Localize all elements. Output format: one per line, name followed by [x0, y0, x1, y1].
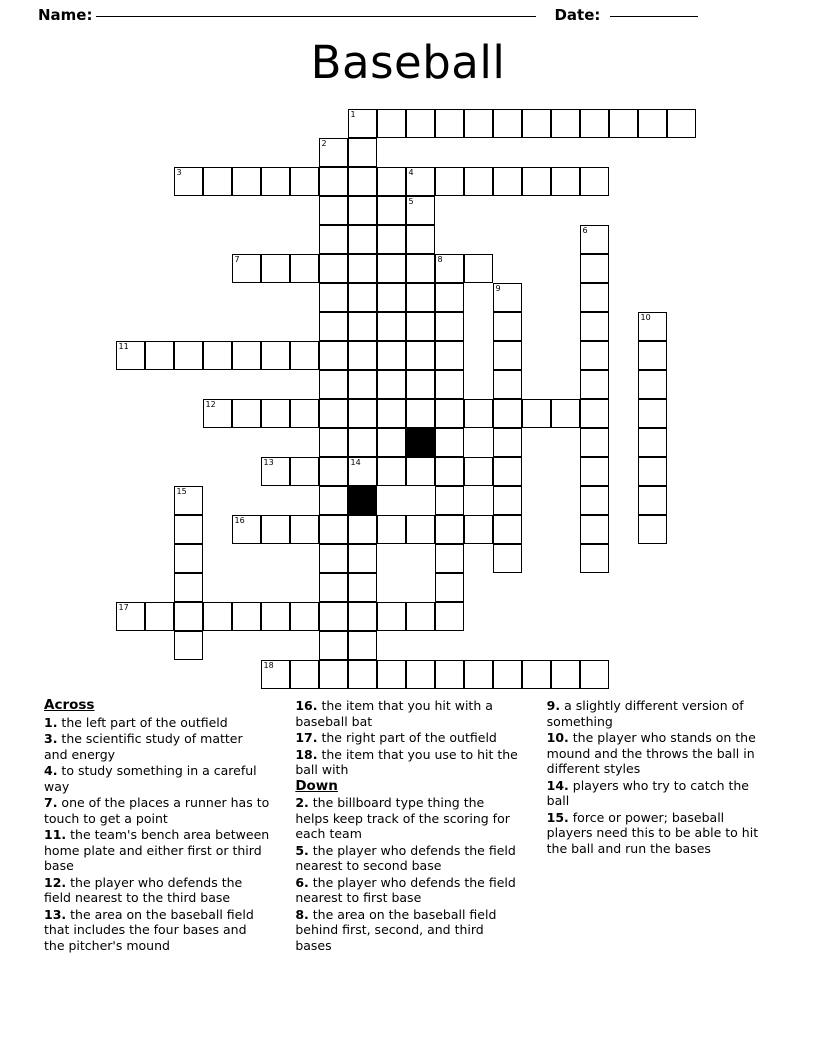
- grid-cell[interactable]: [435, 109, 464, 138]
- grid-cell[interactable]: [348, 196, 377, 225]
- grid-cell[interactable]: [261, 254, 290, 283]
- grid-cell[interactable]: [319, 399, 348, 428]
- grid-cell[interactable]: [580, 515, 609, 544]
- grid-cell[interactable]: [261, 515, 290, 544]
- page-title: Baseball: [310, 36, 506, 89]
- grid-cell[interactable]: [377, 254, 406, 283]
- grid-cell[interactable]: [435, 254, 464, 283]
- grid-cell[interactable]: [348, 602, 377, 631]
- grid-cell[interactable]: [377, 341, 406, 370]
- grid-cell[interactable]: [348, 515, 377, 544]
- grid-cell[interactable]: [377, 167, 406, 196]
- clue-number: 16.: [295, 698, 318, 713]
- grid-cell[interactable]: [406, 109, 435, 138]
- grid-cell[interactable]: [319, 254, 348, 283]
- grid-cell[interactable]: [580, 370, 609, 399]
- grid-cell[interactable]: [464, 515, 493, 544]
- grid-cell[interactable]: [406, 196, 435, 225]
- clue-down: 15. force or power; baseball players need this to be able to hit the ball and run the bases: [546, 809, 759, 856]
- across-heading: Across: [44, 697, 95, 713]
- grid-cell[interactable]: [348, 109, 377, 138]
- grid-cell[interactable]: [174, 167, 203, 196]
- grid-cell[interactable]: [319, 196, 348, 225]
- grid-cell-number: 11: [118, 342, 129, 351]
- grid-cell[interactable]: [667, 109, 696, 138]
- grid-cell[interactable]: [261, 399, 290, 428]
- grid-cell[interactable]: [406, 515, 435, 544]
- grid-cell[interactable]: [203, 167, 232, 196]
- date-blank-line[interactable]: [610, 16, 698, 17]
- grid-cell[interactable]: [435, 544, 464, 573]
- grid-cell[interactable]: [493, 341, 522, 370]
- clue-number: 11.: [44, 827, 67, 842]
- clue-number: 4.: [44, 763, 58, 778]
- grid-cell-number: 6: [582, 226, 588, 235]
- grid-cell[interactable]: [377, 399, 406, 428]
- grid-cell[interactable]: [348, 428, 377, 457]
- grid-cell[interactable]: [638, 515, 667, 544]
- grid-cell[interactable]: [464, 254, 493, 283]
- clue-down: 6. the player who defends the field nearest to first base: [295, 874, 516, 905]
- clue-across: 3. the scientific study of matter and energy: [44, 731, 243, 762]
- grid-cell[interactable]: [522, 660, 551, 689]
- down-heading: Down: [295, 777, 338, 794]
- grid-cell[interactable]: [116, 341, 145, 370]
- grid-cell[interactable]: [435, 399, 464, 428]
- grid-cell[interactable]: [406, 457, 435, 486]
- name-label: Name:: [38, 6, 93, 24]
- grid-cell[interactable]: [638, 399, 667, 428]
- clue-down: 10. the player who stands on the mound and the throws the ball in different styles: [546, 730, 756, 776]
- grid-cell[interactable]: [435, 283, 464, 312]
- grid-cell[interactable]: [435, 428, 464, 457]
- grid-cell[interactable]: [174, 486, 203, 515]
- grid-cell-number: 4: [408, 168, 414, 177]
- grid-cell[interactable]: [435, 370, 464, 399]
- date-label: Date:: [554, 6, 601, 24]
- grid-cell[interactable]: [406, 254, 435, 283]
- grid-cell[interactable]: [290, 457, 319, 486]
- grid-cell[interactable]: [406, 167, 435, 196]
- grid-cell[interactable]: [319, 138, 348, 167]
- grid-cell[interactable]: [319, 312, 348, 341]
- grid-cell[interactable]: [377, 370, 406, 399]
- clue-number: 6.: [295, 874, 309, 890]
- grid-cell[interactable]: [522, 399, 551, 428]
- grid-cell-number: 12: [205, 400, 216, 409]
- grid-cell[interactable]: [609, 109, 638, 138]
- grid-cell[interactable]: [464, 457, 493, 486]
- clue-number: 14.: [546, 777, 569, 793]
- grid-cell[interactable]: [348, 544, 377, 573]
- grid-cell[interactable]: [348, 573, 377, 602]
- grid-cell[interactable]: [551, 167, 580, 196]
- grid-cell[interactable]: [638, 312, 667, 341]
- grid-cell[interactable]: [580, 254, 609, 283]
- grid-cell[interactable]: [580, 312, 609, 341]
- grid-cell[interactable]: [319, 457, 348, 486]
- grid-cell[interactable]: [319, 544, 348, 573]
- grid-cell[interactable]: [435, 312, 464, 341]
- grid-cell[interactable]: [290, 602, 319, 631]
- clue-number: 1.: [44, 714, 58, 730]
- grid-cell[interactable]: [377, 109, 406, 138]
- grid-cell[interactable]: [377, 515, 406, 544]
- grid-cell[interactable]: [261, 602, 290, 631]
- grid-cell-number: 5: [408, 197, 414, 206]
- grid-cell[interactable]: [435, 573, 464, 602]
- grid-cell[interactable]: [493, 167, 522, 196]
- grid-cell[interactable]: [464, 399, 493, 428]
- clue-across: 12. the player who defends the field nearest to the third base: [44, 874, 243, 905]
- grid-cell-number: 1: [350, 110, 356, 119]
- grid-cell[interactable]: [232, 167, 261, 196]
- grid-cell[interactable]: [232, 515, 261, 544]
- grid-cell[interactable]: [319, 573, 348, 602]
- grid-cell[interactable]: [145, 341, 174, 370]
- grid-cell-number: 3: [176, 168, 182, 177]
- grid-cell[interactable]: [435, 341, 464, 370]
- grid-cell[interactable]: [522, 167, 551, 196]
- grid-cell[interactable]: [348, 312, 377, 341]
- name-blank-line[interactable]: [96, 16, 536, 17]
- grid-cell[interactable]: [638, 341, 667, 370]
- grid-cell-number: 8: [437, 255, 443, 264]
- grid-cell[interactable]: [580, 225, 609, 254]
- grid-cell[interactable]: [319, 602, 348, 631]
- grid-cell[interactable]: [319, 370, 348, 399]
- grid-cell-number: 2: [321, 139, 327, 148]
- clue-down: 8. the area on the baseball field behind first, second, and third bases: [295, 906, 497, 953]
- grid-cell[interactable]: [145, 602, 174, 631]
- grid-cell-number: 10: [640, 313, 651, 322]
- grid-cell[interactable]: [493, 486, 522, 515]
- grid-cell[interactable]: [174, 573, 203, 602]
- grid-cell[interactable]: [435, 602, 464, 631]
- grid-cell[interactable]: [580, 486, 609, 515]
- clue-down: 5. the player who defends the field nearest to second base: [295, 842, 516, 873]
- grid-cell[interactable]: [232, 254, 261, 283]
- clue-across: 11. the team's bench area between home plate and either first or third base: [44, 827, 270, 873]
- grid-cell[interactable]: [638, 457, 667, 486]
- grid-cell[interactable]: [493, 370, 522, 399]
- grid-cell[interactable]: [493, 312, 522, 341]
- grid-cell[interactable]: [261, 457, 290, 486]
- grid-cell[interactable]: [580, 660, 609, 689]
- grid-cell[interactable]: [348, 138, 377, 167]
- grid-cell[interactable]: [377, 428, 406, 457]
- grid-cell[interactable]: [377, 457, 406, 486]
- grid-cell[interactable]: [493, 283, 522, 312]
- grid-cell[interactable]: [551, 399, 580, 428]
- grid-cell[interactable]: [261, 341, 290, 370]
- clue-across: 16. the item that you hit with a baseball bat: [295, 698, 493, 729]
- grid-cell[interactable]: [464, 109, 493, 138]
- grid-cell[interactable]: [290, 254, 319, 283]
- clue-across: 18. the item that you use to hit the ball with: [295, 746, 518, 777]
- grid-cell[interactable]: [319, 486, 348, 515]
- grid-cell[interactable]: [290, 660, 319, 689]
- grid-cell[interactable]: [174, 631, 203, 660]
- grid-cell[interactable]: [377, 196, 406, 225]
- grid-cell[interactable]: [377, 225, 406, 254]
- date-group: [554, 6, 701, 24]
- grid-cell[interactable]: [406, 399, 435, 428]
- clue-number: 2.: [295, 795, 309, 810]
- clue-number: 13.: [44, 906, 67, 922]
- grid-cell[interactable]: [580, 283, 609, 312]
- grid-cell[interactable]: [493, 457, 522, 486]
- grid-cell[interactable]: [377, 283, 406, 312]
- grid-cell[interactable]: [406, 341, 435, 370]
- grid-cell[interactable]: [406, 602, 435, 631]
- clue-across: 1. the left part of the outfield: [44, 714, 228, 730]
- clue-across: 7. one of the places a runner has to touch to get a point: [44, 795, 270, 826]
- grid-cell[interactable]: [493, 109, 522, 138]
- grid-cell[interactable]: [261, 660, 290, 689]
- grid-cell[interactable]: [348, 225, 377, 254]
- grid-cell[interactable]: [435, 660, 464, 689]
- grid-cell[interactable]: [638, 109, 667, 138]
- grid-cell[interactable]: [348, 399, 377, 428]
- grid-cell[interactable]: [232, 399, 261, 428]
- grid-cell[interactable]: [261, 167, 290, 196]
- grid-cell-number: 14: [350, 458, 361, 467]
- clue-down: 14. players who try to catch the ball: [546, 777, 749, 808]
- grid-cell[interactable]: [232, 602, 261, 631]
- grid-cell[interactable]: [464, 660, 493, 689]
- grid-cell[interactable]: [203, 341, 232, 370]
- grid-cell[interactable]: [348, 457, 377, 486]
- grid-cell[interactable]: [406, 312, 435, 341]
- clue-number: 7.: [44, 795, 58, 810]
- grid-cell[interactable]: [203, 399, 232, 428]
- grid-cell[interactable]: [319, 341, 348, 370]
- grid-cell[interactable]: [638, 428, 667, 457]
- grid-cell[interactable]: [406, 225, 435, 254]
- grid-cell-number: 9: [495, 284, 501, 293]
- grid-cell[interactable]: [551, 109, 580, 138]
- grid-cell[interactable]: [580, 399, 609, 428]
- clues-section: [44, 698, 772, 958]
- grid-cell[interactable]: [174, 515, 203, 544]
- grid-cell[interactable]: [638, 486, 667, 515]
- grid-cell[interactable]: [290, 341, 319, 370]
- grid-cell[interactable]: [174, 544, 203, 573]
- grid-cell-block: [348, 486, 377, 515]
- grid-cell[interactable]: [348, 254, 377, 283]
- clue-number: 10.: [546, 730, 569, 745]
- grid-cell[interactable]: [493, 515, 522, 544]
- clue-number: 17.: [295, 730, 318, 745]
- clue-down: 2. the billboard type thing the helps keep track of the scoring for each team: [295, 795, 510, 841]
- clue-number: 9.: [546, 698, 561, 713]
- grid-cell[interactable]: [435, 167, 464, 196]
- grid-cell-number: 18: [263, 661, 274, 670]
- grid-cell[interactable]: [406, 660, 435, 689]
- clue-number: 18.: [295, 746, 318, 762]
- grid-cell[interactable]: [348, 370, 377, 399]
- grid-cell[interactable]: [493, 544, 522, 573]
- grid-cell[interactable]: [290, 399, 319, 428]
- grid-cell[interactable]: [493, 399, 522, 428]
- clue-number: 15.: [546, 809, 569, 825]
- grid-cell[interactable]: [638, 370, 667, 399]
- grid-cell[interactable]: [116, 602, 145, 631]
- grid-cell[interactable]: [464, 167, 493, 196]
- grid-cell[interactable]: [493, 428, 522, 457]
- grid-cell[interactable]: [377, 602, 406, 631]
- grid-cell[interactable]: [493, 660, 522, 689]
- grid-cell-number: 7: [234, 255, 240, 264]
- grid-cell[interactable]: [435, 515, 464, 544]
- grid-cell[interactable]: [290, 515, 319, 544]
- name-date-line: [38, 6, 778, 24]
- clue-number: 12.: [44, 874, 67, 890]
- grid-cell[interactable]: [174, 602, 203, 631]
- grid-cell[interactable]: [377, 660, 406, 689]
- grid-cell[interactable]: [435, 457, 464, 486]
- grid-cell[interactable]: [348, 341, 377, 370]
- grid-cell[interactable]: [232, 341, 261, 370]
- grid-cell[interactable]: [319, 283, 348, 312]
- grid-cell[interactable]: [580, 428, 609, 457]
- grid-cell[interactable]: [319, 515, 348, 544]
- grid-cell[interactable]: [319, 660, 348, 689]
- grid-cell[interactable]: [435, 486, 464, 515]
- grid-cell-block: [406, 428, 435, 457]
- clue-across: 17. the right part of the outfield: [295, 730, 497, 745]
- clue-number: 5.: [295, 842, 309, 858]
- grid-cell[interactable]: [580, 109, 609, 138]
- grid-cell[interactable]: [580, 457, 609, 486]
- grid-cell[interactable]: [203, 602, 232, 631]
- grid-cell-number: 16: [234, 516, 245, 525]
- grid-cell[interactable]: [348, 283, 377, 312]
- grid-cell[interactable]: [551, 660, 580, 689]
- grid-cell[interactable]: [348, 660, 377, 689]
- grid-cell[interactable]: [319, 225, 348, 254]
- grid-cell[interactable]: [348, 631, 377, 660]
- grid-cell[interactable]: [174, 341, 203, 370]
- clue-across: 13. the area on the baseball field that includes the four bases and the pitcher's mound: [44, 906, 254, 953]
- grid-cell[interactable]: [580, 167, 609, 196]
- grid-cell[interactable]: [319, 167, 348, 196]
- grid-cell-number: 15: [176, 487, 187, 496]
- clue-down: 9. a slightly different version of something: [546, 698, 744, 729]
- grid-cell-number: 17: [118, 603, 129, 612]
- clue-across: 4. to study something in a careful way: [44, 763, 257, 794]
- crossword-grid[interactable]: [0, 104, 816, 700]
- grid-cell[interactable]: [522, 109, 551, 138]
- grid-cell[interactable]: [377, 312, 406, 341]
- grid-cell[interactable]: [319, 428, 348, 457]
- grid-cell-number: 13: [263, 458, 274, 467]
- clue-number: 8.: [295, 906, 309, 922]
- grid-cell[interactable]: [348, 167, 377, 196]
- grid-cell[interactable]: [580, 341, 609, 370]
- grid-cell[interactable]: [580, 544, 609, 573]
- grid-cell[interactable]: [319, 631, 348, 660]
- clue-number: 3.: [44, 731, 58, 746]
- grid-cell[interactable]: [406, 370, 435, 399]
- grid-cell[interactable]: [406, 283, 435, 312]
- grid-cell[interactable]: [290, 167, 319, 196]
